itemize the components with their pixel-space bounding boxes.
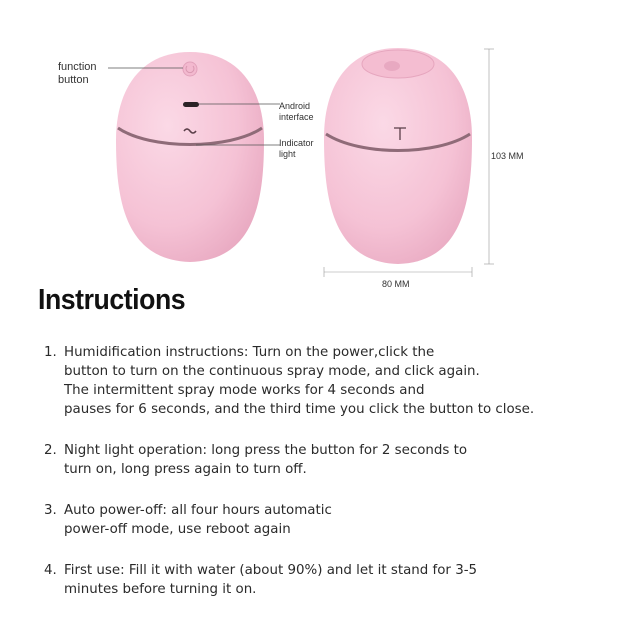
product-diagram (0, 0, 620, 290)
width-dimension-label: 80 MM (382, 279, 410, 289)
humidifier-front-view (116, 52, 264, 262)
humidifier-top-view (324, 48, 472, 264)
step-4: 4. First use: Fill it with water (about 90%) and let it stand for 3-5 minutes before turning it on. (44, 563, 478, 597)
power-button-icon (183, 62, 197, 76)
instructions-title: Instructions (38, 284, 186, 316)
instruction-steps (44, 343, 614, 621)
android-interface-label: Android interface (279, 101, 314, 122)
height-dimension-label: 103 MM (491, 151, 524, 161)
step-2: 2. Night light operation: long press the button for 2 seconds to turn on, long press again to turn off. (44, 443, 468, 477)
usb-port-icon (183, 102, 199, 107)
function-button-label: function button (58, 61, 97, 86)
indicator-light-label: Indicator light (279, 138, 314, 159)
step-1: 1. Humidification instructions: Turn on the power,click the button to turn on the continuous spray mode, and click again. The intermittent spray mode works for 4 seconds and pauses for 6 seconds, and the third time you click the button to close. (44, 345, 535, 417)
step-3: 3. Auto power-off: all four hours automatic power-off mode, use reboot again (44, 503, 332, 537)
